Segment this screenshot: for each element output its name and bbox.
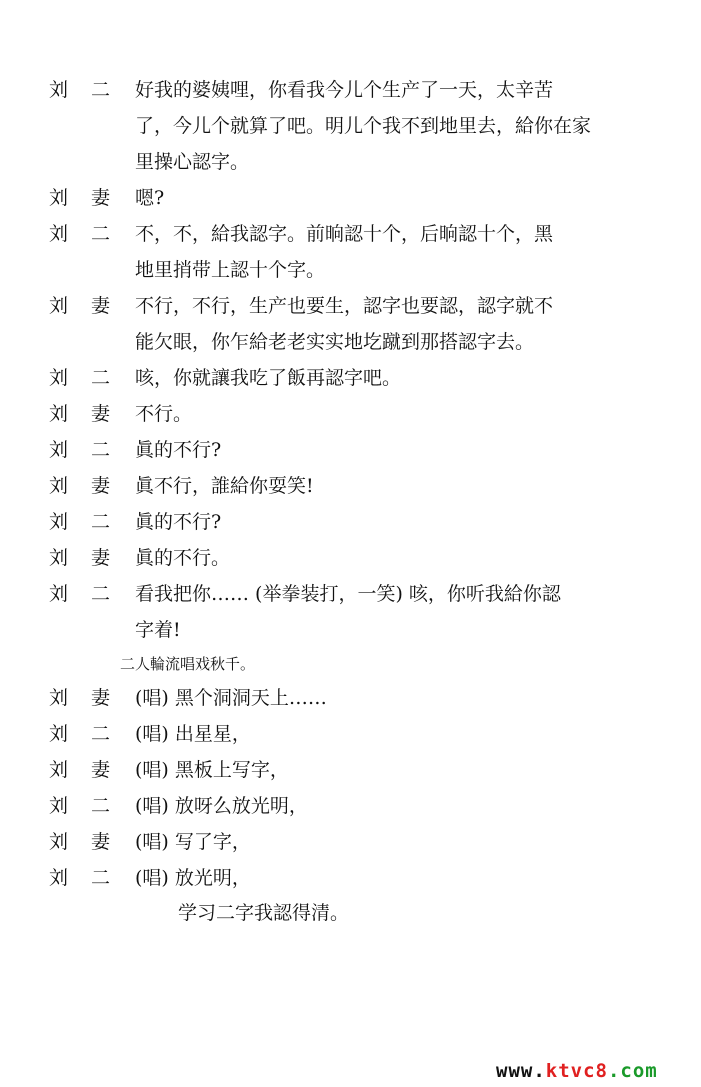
- speaker-role: 二: [91, 583, 111, 605]
- dialogue-text: 能欠眼，你乍給老老实实地圪蹴到那搭認字去。: [135, 331, 535, 353]
- speaker-name: 刘: [49, 511, 69, 533]
- dialogue-text: 咳，你就讓我吃了飯再認字吧。: [135, 367, 402, 389]
- verse-line: 学习二字我認得清。: [178, 902, 350, 924]
- dialogue-text: 不，不，給我認字。前晌認十个，后晌認十个，黑: [135, 223, 554, 245]
- dialogue-text: 里操心認字。: [135, 151, 250, 173]
- speaker-role: 妻: [91, 403, 111, 425]
- speaker-role: 二: [91, 79, 111, 101]
- speaker-role: 妻: [91, 759, 111, 781]
- speaker-role: 二: [91, 795, 111, 817]
- speaker-role: 妻: [91, 187, 111, 209]
- speaker-role: 妻: [91, 475, 111, 497]
- speaker-name: 刘: [49, 583, 69, 605]
- speaker-name: 刘: [49, 475, 69, 497]
- speaker-name: 刘: [49, 439, 69, 461]
- speaker-role: 妻: [91, 831, 111, 853]
- dialogue-text: 眞不行，誰給你耍笑!: [135, 475, 314, 497]
- watermark: [496, 1060, 658, 1082]
- dialogue-text: 嗯?: [135, 187, 165, 209]
- speaker-name: 刘: [49, 723, 69, 745]
- dialogue-text: 眞的不行?: [135, 511, 222, 533]
- dialogue-text: (唱) 出星星，: [135, 723, 251, 745]
- dialogue-text: 眞的不行。: [135, 547, 231, 569]
- dialogue-text: (唱) 黑板上写字，: [135, 759, 289, 781]
- dialogue-text: (唱) 放呀么放光明，: [135, 795, 308, 817]
- speaker-role: 二: [91, 723, 111, 745]
- speaker-role: 二: [91, 511, 111, 533]
- speaker-role: 二: [91, 867, 111, 889]
- dialogue-text: 不行。: [135, 403, 193, 425]
- speaker-name: 刘: [49, 831, 69, 853]
- speaker-name: 刘: [49, 687, 69, 709]
- watermark-brand: ktvc8: [545, 1060, 608, 1082]
- watermark-suffix: .com: [607, 1060, 658, 1082]
- watermark-prefix: www.: [496, 1060, 546, 1082]
- speaker-name: 刘: [49, 795, 69, 817]
- dialogue-text: 了，今儿个就算了吧。明儿个我不到地里去，給你在家: [135, 115, 592, 137]
- dialogue-text: 看我把你…… (举拳装打，一笑) 咳，你听我給你認: [135, 583, 561, 605]
- speaker-name: 刘: [49, 223, 69, 245]
- stage-direction: 二人輪流唱戏秋千。: [120, 655, 256, 673]
- dialogue-text: (唱) 黑个洞洞天上……: [135, 687, 327, 709]
- speaker-role: 妻: [91, 295, 111, 317]
- speaker-name: 刘: [49, 295, 69, 317]
- speaker-role: 妻: [91, 547, 111, 569]
- speaker-name: 刘: [49, 367, 69, 389]
- dialogue-text: 好我的婆姨哩，你看我今儿个生产了一天，太辛苦: [135, 79, 554, 101]
- speaker-name: 刘: [49, 403, 69, 425]
- speaker-role: 二: [91, 439, 111, 461]
- speaker-role: 二: [91, 367, 111, 389]
- speaker-name: 刘: [49, 867, 69, 889]
- dialogue-text: 字着!: [135, 619, 181, 641]
- speaker-role: 二: [91, 223, 111, 245]
- dialogue-text: (唱) 放光明，: [135, 867, 251, 889]
- dialogue-text: 眞的不行?: [135, 439, 222, 461]
- speaker-name: 刘: [49, 187, 69, 209]
- speaker-name: 刘: [49, 79, 69, 101]
- dialogue-text: 不行，不行，生产也要生，認字也要認，認字就不: [135, 295, 554, 317]
- dialogue-text: 地里捎带上認十个字。: [135, 259, 326, 281]
- dialogue-text: (唱) 写了字，: [135, 831, 251, 853]
- speaker-name: 刘: [49, 759, 69, 781]
- speaker-role: 妻: [91, 687, 111, 709]
- speaker-name: 刘: [49, 547, 69, 569]
